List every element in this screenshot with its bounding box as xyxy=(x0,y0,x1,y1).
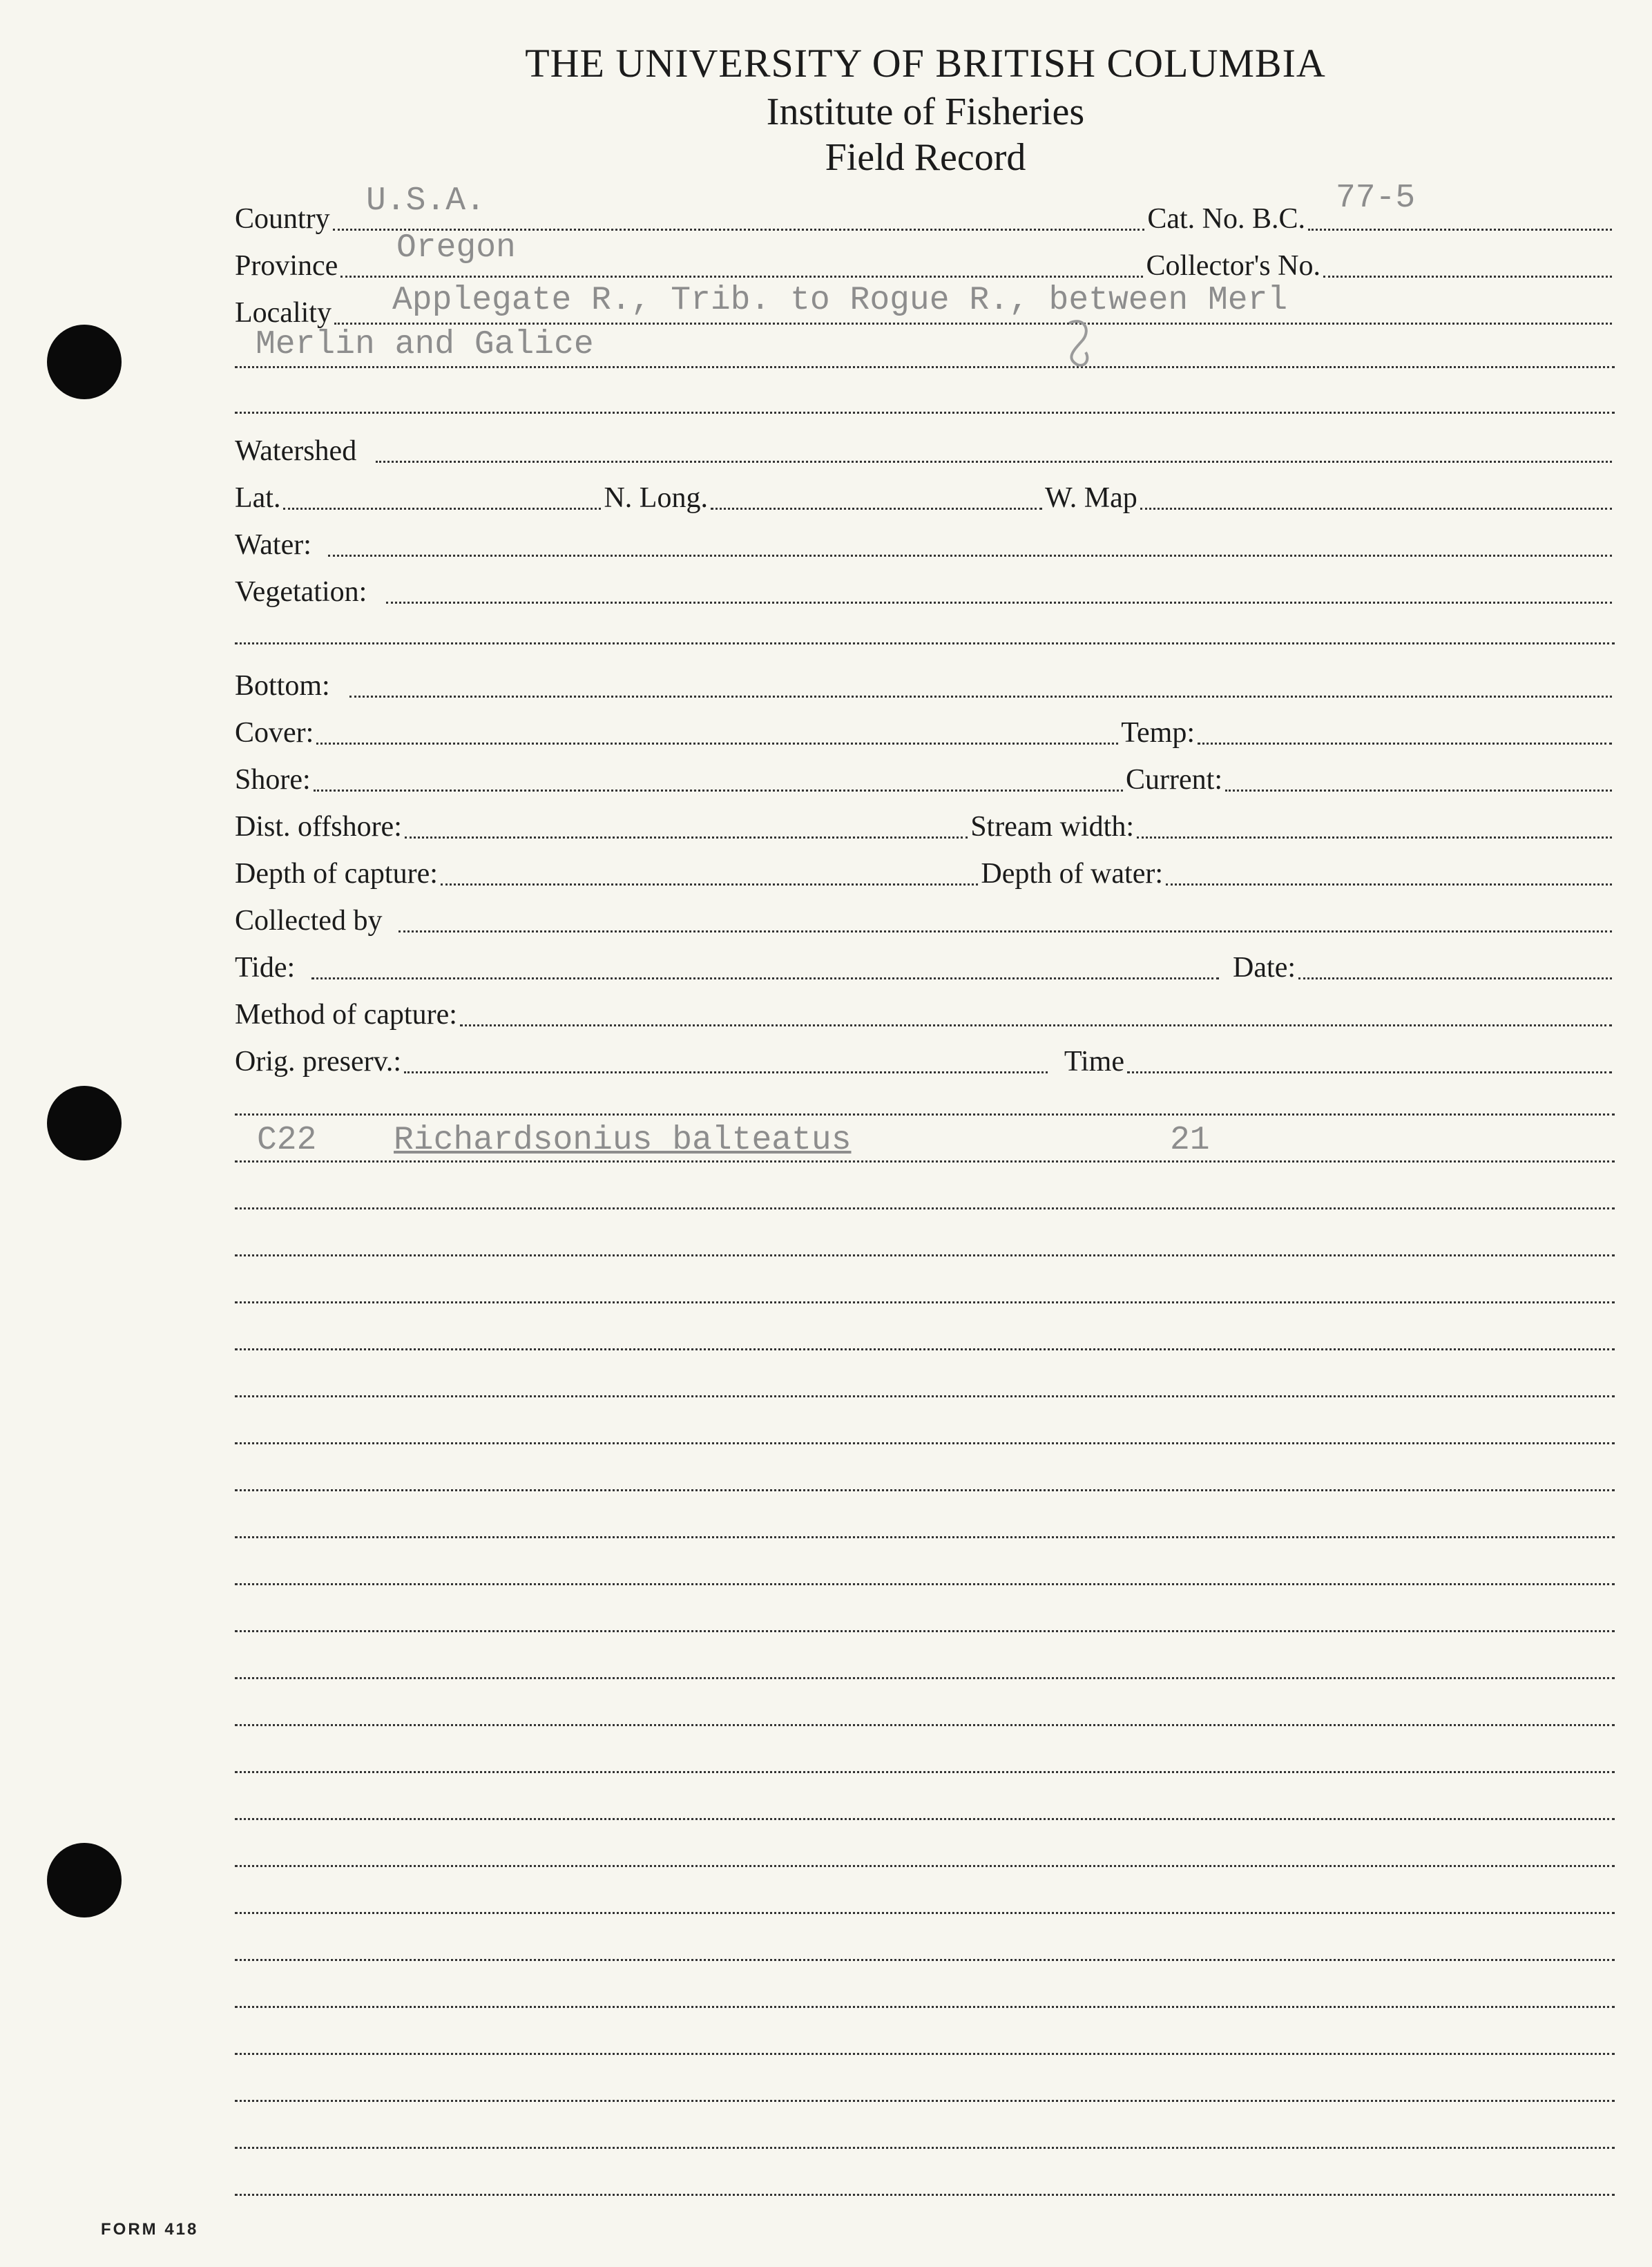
water-field[interactable] xyxy=(328,555,1612,557)
bottom-field[interactable] xyxy=(349,696,1612,698)
dist-offshore-label: Dist. offshore: xyxy=(235,811,402,843)
tide-row xyxy=(235,939,1615,984)
lat-field[interactable] xyxy=(283,508,601,510)
watershed-field[interactable] xyxy=(376,461,1612,463)
w-map-label: W. Map xyxy=(1044,482,1137,514)
specimen-line[interactable] xyxy=(235,1959,1615,1961)
locality-line-3[interactable] xyxy=(235,412,1615,414)
locality-value-line2: Merlin and Galice xyxy=(256,326,594,363)
map-field[interactable] xyxy=(1140,508,1612,510)
depth-row xyxy=(235,845,1615,890)
specimen-line[interactable] xyxy=(235,1771,1615,1773)
temp-label: Temp: xyxy=(1121,717,1195,749)
specimen-line[interactable] xyxy=(235,1395,1615,1397)
locality-label: Locality xyxy=(235,297,332,329)
locality-line-2[interactable] xyxy=(235,366,1615,368)
vegetation-field[interactable] xyxy=(386,602,1612,604)
locality-value-line1: Applegate R., Trib. to Rogue R., between Merl xyxy=(392,282,1288,319)
specimen-line[interactable] xyxy=(235,1348,1615,1350)
date-field[interactable] xyxy=(1298,977,1612,979)
stream-width-field[interactable] xyxy=(1137,836,1612,839)
country-value: U.S.A. xyxy=(366,182,486,220)
time-field[interactable] xyxy=(1127,1071,1612,1073)
vegetation-row xyxy=(235,564,1615,608)
water-label: Water: xyxy=(235,529,311,561)
province-label: Province xyxy=(235,250,338,282)
specimen-line[interactable] xyxy=(235,1113,1615,1116)
specimen-line[interactable] xyxy=(235,1160,1615,1163)
specimen-line[interactable] xyxy=(235,1912,1615,1914)
specimen-line[interactable] xyxy=(235,1301,1615,1303)
offshore-row xyxy=(235,798,1615,843)
specimen-line[interactable] xyxy=(235,1536,1615,1538)
stream-width-label: Stream width: xyxy=(970,811,1134,843)
shore-label: Shore: xyxy=(235,764,311,796)
method-label: Method of capture: xyxy=(235,999,457,1031)
collectors-no-label: Collector's No. xyxy=(1146,250,1320,282)
preserv-row xyxy=(235,1033,1615,1078)
method-row xyxy=(235,986,1615,1031)
specimen-line[interactable] xyxy=(235,2006,1615,2008)
country-label: Country xyxy=(235,203,330,235)
cat-no-label: Cat. No. B.C. xyxy=(1147,203,1305,235)
specimen-line[interactable] xyxy=(235,1442,1615,1444)
specimen-line[interactable] xyxy=(235,2100,1615,2102)
cover-row xyxy=(235,705,1615,749)
dist-offshore-field[interactable] xyxy=(405,836,968,839)
time-label: Time xyxy=(1064,1046,1124,1078)
specimen-line[interactable] xyxy=(235,2053,1615,2055)
current-label: Current: xyxy=(1126,764,1222,796)
specimen-line[interactable] xyxy=(235,1630,1615,1632)
orig-preserv-field[interactable] xyxy=(404,1071,1048,1073)
specimen-line[interactable] xyxy=(235,1677,1615,1679)
collectors-no-field[interactable] xyxy=(1323,276,1612,278)
lat-label: Lat. xyxy=(235,482,281,514)
shore-field[interactable] xyxy=(314,790,1123,792)
handwritten-mark xyxy=(1062,315,1097,370)
orig-preserv-label: Orig. preserv.: xyxy=(235,1046,402,1078)
n-long-label: N. Long. xyxy=(604,482,708,514)
punch-hole xyxy=(47,325,122,399)
province-value: Oregon xyxy=(396,229,516,267)
long-field[interactable] xyxy=(711,508,1042,510)
method-field[interactable] xyxy=(460,1024,1612,1026)
watershed-label: Watershed xyxy=(235,435,357,467)
specimen-line[interactable] xyxy=(235,1865,1615,1867)
cover-label: Cover: xyxy=(235,717,314,749)
specimen-line[interactable] xyxy=(235,1724,1615,1726)
collected-row xyxy=(235,892,1615,937)
current-field[interactable] xyxy=(1225,790,1612,792)
locality-field[interactable] xyxy=(334,323,1612,325)
specimen-species: Richardsonius balteatus xyxy=(394,1122,852,1159)
specimen-line[interactable] xyxy=(235,1254,1615,1256)
specimen-line[interactable] xyxy=(235,1489,1615,1491)
depth-water-field[interactable] xyxy=(1166,883,1612,886)
bottom-label: Bottom: xyxy=(235,670,330,702)
depth-capture-field[interactable] xyxy=(441,883,979,886)
shore-row xyxy=(235,752,1615,796)
cover-field[interactable] xyxy=(316,743,1118,745)
punch-hole xyxy=(47,1843,122,1917)
specimen-line[interactable] xyxy=(235,1583,1615,1585)
tide-label: Tide: xyxy=(235,952,296,984)
depth-water-label: Depth of water: xyxy=(981,858,1163,890)
cat-no-field[interactable] xyxy=(1308,229,1612,231)
collected-by-field[interactable] xyxy=(398,930,1612,932)
cat-no-value: 77-5 xyxy=(1336,180,1416,217)
form-title: Field Record xyxy=(825,136,1026,179)
vegetation-line-2[interactable] xyxy=(235,642,1615,644)
collected-by-label: Collected by xyxy=(235,905,383,937)
bottom-row xyxy=(235,658,1615,702)
vegetation-label: Vegetation: xyxy=(235,576,367,608)
specimen-line[interactable] xyxy=(235,1818,1615,1820)
specimen-line[interactable] xyxy=(235,1207,1615,1209)
university-title: THE UNIVERSITY OF BRITISH COLUMBIA xyxy=(525,41,1326,86)
specimen-line[interactable] xyxy=(235,2147,1615,2149)
lat-long-row xyxy=(235,470,1615,514)
date-label: Date: xyxy=(1233,952,1296,984)
watershed-row xyxy=(235,423,1615,467)
province-field[interactable] xyxy=(340,276,1143,278)
tide-field[interactable] xyxy=(311,977,1219,979)
punch-hole xyxy=(47,1086,122,1160)
form-number: FORM 418 xyxy=(101,2220,199,2239)
specimen-count: 21 xyxy=(1170,1122,1210,1159)
temp-field[interactable] xyxy=(1198,743,1612,745)
specimen-code: C22 xyxy=(257,1122,317,1159)
depth-capture-label: Depth of capture: xyxy=(235,858,438,890)
institute-title: Institute of Fisheries xyxy=(766,90,1085,133)
specimen-line[interactable] xyxy=(235,2194,1615,2196)
water-row xyxy=(235,517,1615,561)
